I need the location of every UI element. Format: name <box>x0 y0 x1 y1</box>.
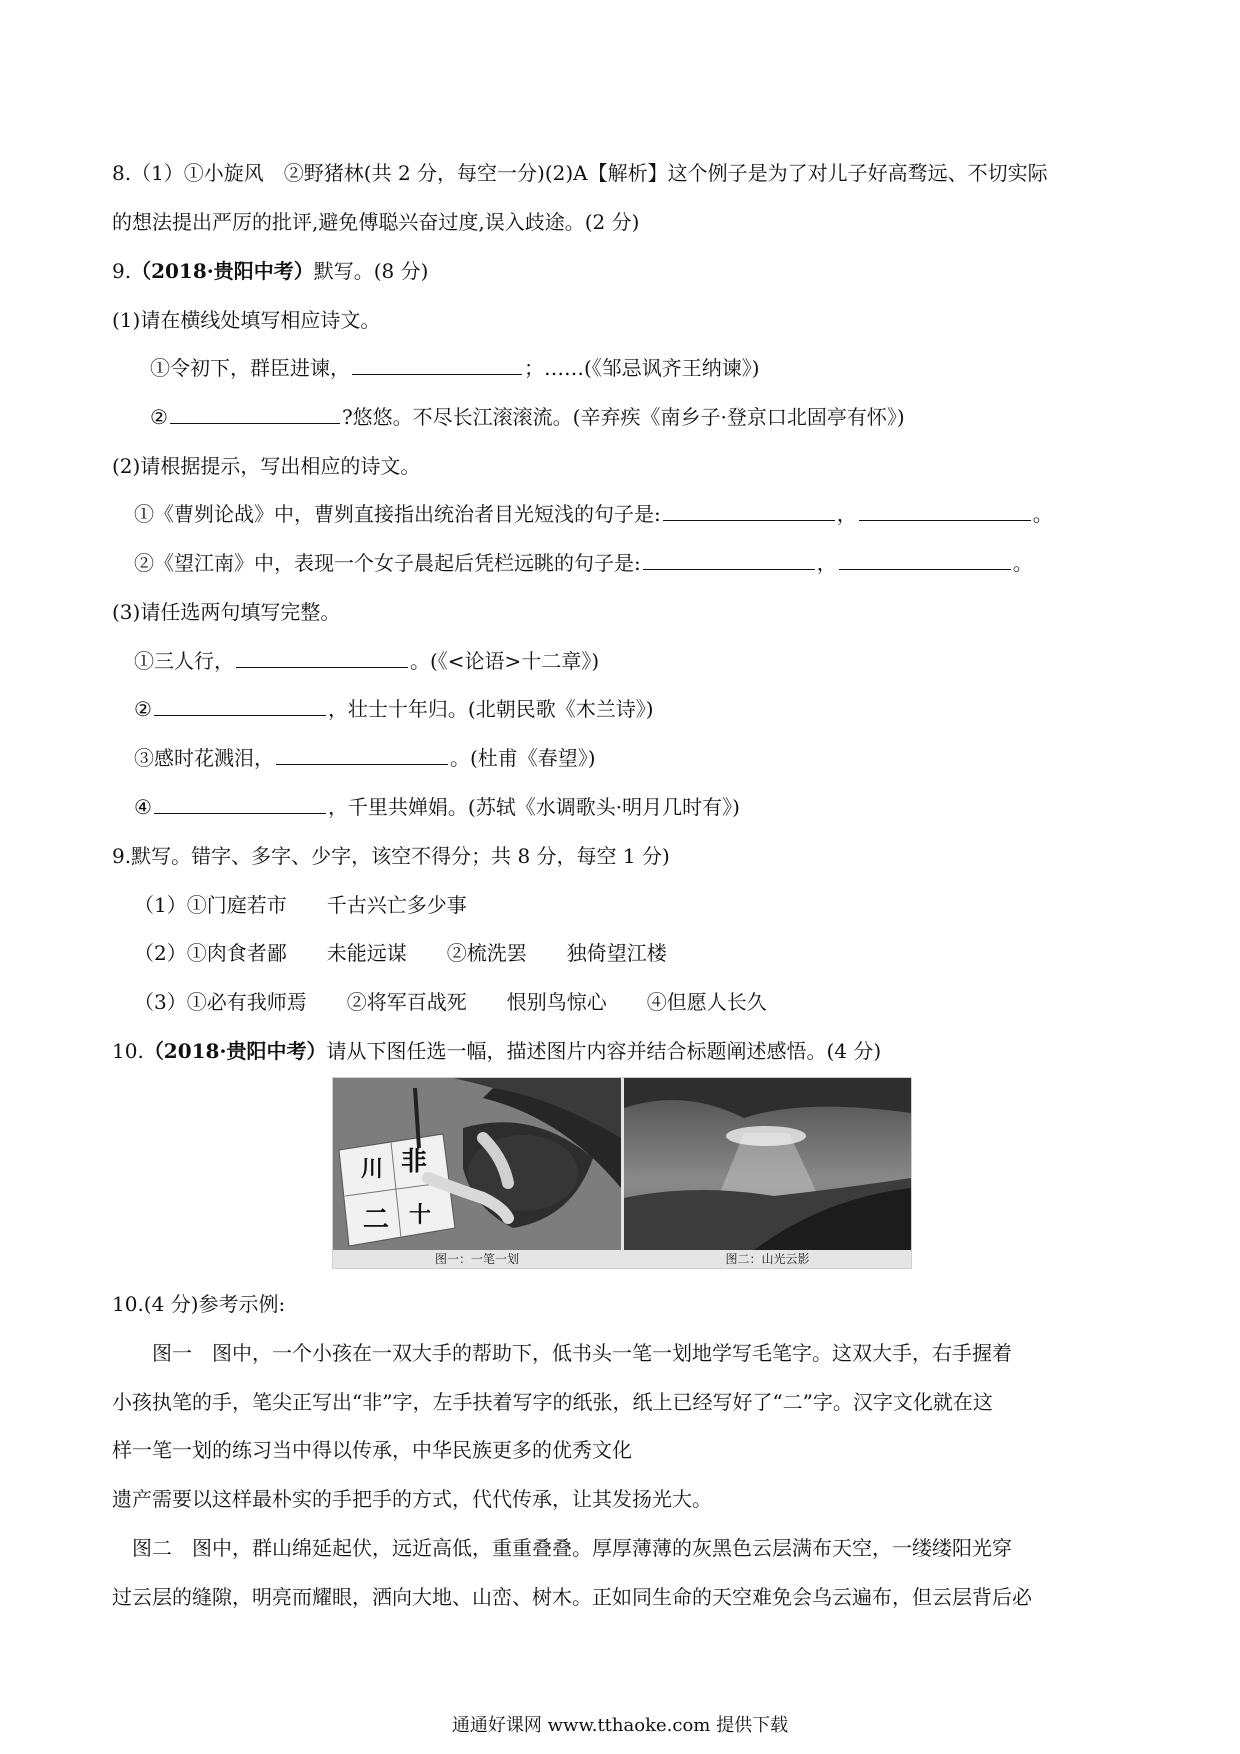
q10-title: 请从下图任选一幅，描述图片内容并结合标题阐述感悟。(4 分) <box>326 1039 882 1063</box>
q10-answer-title: 10.(4 分)参考示例: <box>112 1292 286 1316</box>
page-footer: 通通好课网 www.tthaoke.com 提供下载 <box>451 1715 789 1736</box>
q9-p3-item2 <box>134 695 1240 723</box>
q9-p3-item4-prompt: ④ <box>134 795 152 819</box>
answer-blank[interactable] <box>643 549 815 570</box>
figure1-photo <box>333 1078 621 1250</box>
q10-answer-para1-line1: 图一 图中，一个小孩在一双大手的帮助下，低书头一笔一划地学写毛笔字。这双大手，右手握着 <box>112 1341 1012 1365</box>
q9-p3-item3 <box>134 744 1240 772</box>
figure1-glyph-shi: 十 <box>409 1203 432 1228</box>
q10-answer-para1-line4: 遗产需要以这样最朴实的手把手的方式，代代传承，让其发扬光大。 <box>112 1487 712 1511</box>
figure2-caption: 图二：山光云影 <box>725 1252 810 1266</box>
q9-p1-item1-prompt: ①令初下，群臣进谏， <box>150 356 350 380</box>
q9-p1-item2-source: ?悠悠。不尽长江滚滚流。(辛弃疾《南乡子·登京口北固亭有怀》) <box>341 405 905 429</box>
calligraphy-photo <box>333 1078 621 1250</box>
q9-part3-title: (3)请任选两句填写完整。 <box>112 600 341 624</box>
q9-heading <box>112 257 1240 285</box>
q8-answer-line1: 8.（1）①小旋风 ②野猪林(共 2 分，每空一分)(2)A【解析】这个例子是为了对儿子好高骛远、不切实际 <box>112 161 1048 185</box>
figure2-photo <box>624 1078 911 1250</box>
q9-p1-item1 <box>150 354 1240 382</box>
mountain-cloud-photo <box>624 1078 911 1250</box>
q9-p3-item2-source: ，壮士十年归。(北朝民歌《木兰诗》) <box>327 697 654 721</box>
q9-p3-item3-source: 。(杜甫《春望》) <box>450 746 596 770</box>
q9-part1-title: (1)请在横线处填写相应诗文。 <box>112 308 381 332</box>
figure1-glyph-fei: 非 <box>401 1147 428 1177</box>
q9-source: （2018·贵阳中考） <box>131 259 314 283</box>
answer-blank[interactable] <box>663 500 835 521</box>
q10-answer-para2-line2: 过云层的缝隙，明亮而耀眼，洒向大地、山峦、树木。正如同生命的天空难免会乌云遍布，但云层背后必 <box>112 1585 1032 1609</box>
answer-blank[interactable] <box>236 647 408 668</box>
answer-blank[interactable] <box>352 354 522 375</box>
q9-number: 9. <box>112 259 132 283</box>
q9-answer-line3: （3）①必有我师焉 ②将军百战死 恨别鸟惊心 ④但愿人长久 <box>134 990 767 1014</box>
answer-blank[interactable] <box>170 403 340 424</box>
q9-answer-line2: （2）①肉食者鄙 未能远谋 ②梳洗罢 独倚望江楼 <box>134 941 667 965</box>
q9-p3-item1-source: 。(《<论语>十二章》) <box>410 649 600 673</box>
q9-p2-item2-prompt: ②《望江南》中，表现一个女子晨起后凭栏远眺的句子是: <box>134 551 641 575</box>
period: 。 <box>1032 502 1053 526</box>
q9-p2-item2 <box>134 549 1240 577</box>
q10-figure <box>332 1077 912 1269</box>
answer-blank[interactable] <box>276 744 448 765</box>
q9-p3-item1 <box>134 647 1240 675</box>
q9-p3-item3-prompt: ③感时花溅泪， <box>134 746 274 770</box>
q9-p1-item2 <box>150 403 1240 431</box>
q10-answer-para1-line3: 样一笔一划的练习当中得以传承，中华民族更多的优秀文化 <box>112 1438 632 1462</box>
answer-blank[interactable] <box>859 500 1031 521</box>
q9-p2-item1-prompt: ①《曹刿论战》中，曹刿直接指出统治者目光短浅的句子是: <box>134 502 661 526</box>
q9-p3-item4-source: ，千里共婵娟。(苏轼《水调歌头·明月几时有》) <box>327 795 740 819</box>
q9-p3-item2-prompt: ② <box>134 697 152 721</box>
answer-blank[interactable] <box>839 549 1011 570</box>
q10-answer-para2-line1: 图二 图中，群山绵延起伏，远近高低，重重叠叠。厚厚薄薄的灰黑色云层满布天空，一缕缕阳光穿 <box>112 1536 1012 1560</box>
figure1-caption: 图一：一笔一划 <box>434 1252 519 1266</box>
comma: ， <box>836 502 857 526</box>
q10-number: 10. <box>112 1039 144 1063</box>
q9-p1-item2-prompt: ② <box>150 405 168 429</box>
q10-heading <box>112 1037 1240 1065</box>
q9-answer-title: 9.默写。错字、多字、少字，该空不得分；共 8 分，每空 1 分) <box>112 844 670 868</box>
figure1-glyph-chuan: 川 <box>361 1157 384 1182</box>
q9-part2-title: (2)请根据提示，写出相应的诗文。 <box>112 454 421 478</box>
q8-answer-line2: 的想法提出严厉的批评,避免傅聪兴奋过度,误入歧途。(2 分) <box>112 210 640 234</box>
q10-answer-para1-line2: 小孩执笔的手，笔尖正写出“非”字，左手扶着写字的纸张，纸上已经写好了“二”字。汉字文化就在这 <box>112 1390 993 1414</box>
q9-answer-line1: （1）①门庭若市 千古兴亡多少事 <box>134 893 467 917</box>
q9-p3-item4 <box>134 793 1240 821</box>
q9-p3-item1-prompt: ①三人行， <box>134 649 234 673</box>
period: 。 <box>1012 551 1033 575</box>
q9-title: 默写。(8 分) <box>313 259 429 283</box>
answer-blank[interactable] <box>154 793 326 814</box>
answer-blank[interactable] <box>154 695 326 716</box>
q9-p2-item1 <box>134 500 1240 528</box>
figure1-glyph-er: 二 <box>363 1205 390 1235</box>
comma: ， <box>816 551 837 575</box>
q10-source: （2018·贵阳中考） <box>143 1039 327 1063</box>
q9-p1-item1-source: ；……(《邹忌讽齐王纳谏》) <box>524 356 760 380</box>
